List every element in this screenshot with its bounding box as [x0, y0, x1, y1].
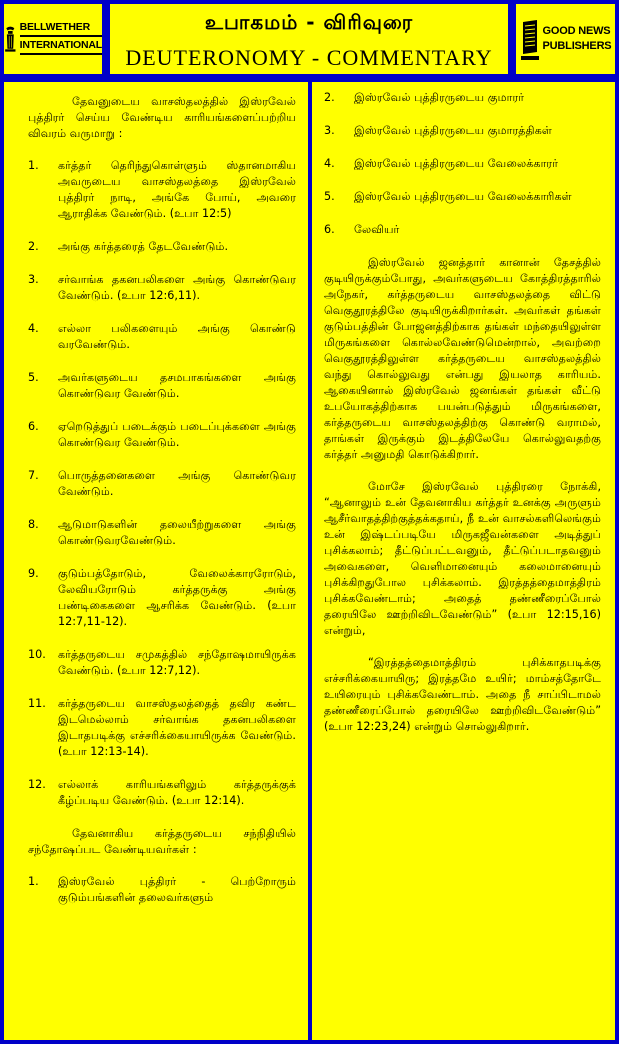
- quotation-paragraph: “இரத்தத்தைமாத்திரம் புசிக்காதபடிக்கு எச்சரிக்கையாயிரு; இரத்தமே உயிர்; மாம்சத்தோடே உயிரையும் புசிக்கவேண்டாம். அதை நீ சாப்பிடாமல் தண்ணீரைப்போல் தரையிலே ஊற்றிவிடவேண்டும்” (உபா 12:23,24) என்றும் சொல்லுகிறார்.: [324, 656, 601, 733]
- bellwether-ram-icon: [4, 16, 17, 62]
- list-item: 2. அங்கு கர்த்தரைத் தேடவேண்டும்.: [28, 240, 229, 253]
- bellwether-logo: [4, 4, 102, 74]
- rejoicers-list-continued: [324, 90, 601, 238]
- list-item: 2. இஸ்ரவேல் புத்திரருடைய குமாரர்: [324, 91, 525, 104]
- list-item: 3. இஸ்ரவேல் புத்திரருடைய குமாரத்திகள்: [324, 124, 552, 137]
- left-column: [4, 82, 308, 1040]
- duties-list: [28, 158, 296, 809]
- list-item: 4. இஸ்ரவேல் புத்திரருடைய வேலைக்காரர்: [324, 157, 559, 170]
- list-item: 5. அவர்களுடைய தசமபாகங்களை அங்கு கொண்டுவர வேண்டும்.: [28, 371, 296, 400]
- list-item: 5. இஸ்ரவேல் புத்திரருடைய வேலைக்காரிகள்: [324, 190, 572, 203]
- list-item: 6. ஏறெடுத்துப் படைக்கும் படைப்புக்களை அங்கு கொண்டுவர வேண்டும்.: [28, 420, 296, 449]
- right-logo-line2: PUBLISHERS: [542, 40, 612, 52]
- title-tamil: உபாகமம் - விரிவுரை: [204, 10, 414, 34]
- title-english: DEUTERONOMY - COMMENTARY: [125, 45, 493, 70]
- left-intro: தேவனுடைய வாசஸ்தலத்தில் இஸ்ரவேல் புத்திரர் செய்ய வேண்டிய காரியங்களைப்பற்றிய விவரம் வருமாறு :: [28, 95, 296, 140]
- commentary-paragraph: இஸ்ரவேல் ஜனத்தார் கானான் தேசத்தில் குடியிருக்கும்போது, அவர்களுடைய கோத்திரத்தாரில் அநேகர், கர்த்தருடைய வாசஸ்தலத்தை விட்டு வெகுதூரத்திலே குடியிருக்கிறார்கள். அவர்கள் தங்கள் குடும்பத்தின் போஜனத்திற்காக தங்கள் மந்தையிலுள்ள மிருகங்களை கொல்லவேண்டுமென்றால், அவற்றை வெகுதூரத்திலுள்ள கர்த்தருடைய வாசஸ்தலத்தில் வந்து கொல்லுவது என்பது இயலாத காரியம். ஆகையினால் இஸ்ரவேல் ஜனங்கள் தங்கள் வீட்டு உபயோகத்திற்காக பயன்படுத்தும் மிருகங்களை, கர்த்தருடைய வாசஸ்தலத்திற்கு கொண்டு வராமல், தாங்கள் இருக்கும் இடத்திலேயே கொல்லுவதற்கு கர்த்தர் அனுமதி கொடுக்கிறார்.: [324, 256, 601, 461]
- list-item: 4. எல்லா பலிகளையும் அங்கு கொண்டு வரவேண்டும்.: [28, 322, 296, 351]
- list-item: 9. குடும்பத்தோடும், வேலைக்காரரோடும், லேவியரோடும் கர்த்தருக்கு அங்கு பண்டிகைகளை ஆசரிக்க வேண்டும். (உபா 12:7,11-12).: [28, 567, 296, 628]
- list-item: 11. கர்த்தருடைய வாசஸ்தலத்தைத் தவிர கண்ட இடமெல்லாம் சர்வாங்க தகனபலிகளை இடாதபடிக்கு எச்சரிக்கையாயிருக்க வேண்டும். (உபா 12:13-14).: [28, 697, 296, 758]
- list-item: 10. கர்த்தருடைய சமுகத்தில் சந்தோஷமாயிருக்க வேண்டும். (உபா 12:7,12).: [28, 648, 296, 677]
- left-outro: தேவனாகிய கர்த்தருடைய சந்நிதியில் சந்தோஷப்பட வேண்டியவர்கள் :: [28, 827, 296, 856]
- left-logo-line2: INTERNATIONAL: [20, 39, 102, 55]
- list-item: 1. இஸ்ரவேல் புத்திரர் - பெற்றோரும் குடும்பங்களின் தலைவர்களும்: [28, 875, 296, 904]
- right-logo-line1: GOOD NEWS: [542, 25, 611, 37]
- list-item: 12. எல்லாக் காரியங்களிலும் கர்த்தருக்குக் கீழ்ப்படிய வேண்டும். (உபா 12:14).: [28, 778, 296, 807]
- list-item: 8. ஆடுமாடுகளின் தலையீற்றுகளை அங்கு கொண்டுவரவேண்டும்.: [28, 518, 296, 547]
- left-logo-line1: BELLWETHER: [20, 21, 102, 37]
- rejoicers-list: [28, 874, 296, 906]
- list-item: 7. பொருத்தனைகளை அங்கு கொண்டுவர வேண்டும்.: [28, 469, 296, 498]
- right-column: [312, 82, 615, 1040]
- list-item: 1. கர்த்தர் தெரிந்துகொள்ளும் ஸ்தானமாகிய அவருடைய வாசஸ்தலத்தை இஸ்ரவேல் புத்திரர் நாடி, அங்கே போய், அவரை ஆராதிக்க வேண்டும். (உபா 12:5): [28, 159, 296, 220]
- open-book-icon: [520, 16, 540, 62]
- list-item: 6. லேவியர்: [324, 223, 400, 236]
- good-news-logo: [516, 4, 615, 74]
- quotation-paragraph: மோசே இஸ்ரவேல் புத்திரரை நோக்கி, “ஆனாலும் உன் தேவனாகிய கர்த்தர் உனக்கு அருளும் ஆசீர்வாதத்திற்குத்தக்கதாய், நீ உன் வாசல்களிலெங்கும் உன் இஷ்டப்படியே மிருகஜீவன்களை அடித்துப் புசிக்கலாம்; தீட்டுப்பட்டவனும், தீட்டுப்படாதவனும் அவைகளை, வெளிமானையும் கலைமானையும் புசிக்கிறதுபோல புசிக்கலாம். இரத்தத்தைமாத்திரம் புசிக்கவேண்டாம்; அதைத் தண்ணீரைப்போல் தரையிலே ஊற்றிவிடவேண்டும்” (உபா 12:15,16) என்றும்,: [324, 480, 601, 637]
- page-header: [110, 4, 508, 74]
- list-item: 3. சர்வாங்க தகனபலிகளை அங்கு கொண்டுவர வேண்டும். (உபா 12:6,11).: [28, 273, 296, 302]
